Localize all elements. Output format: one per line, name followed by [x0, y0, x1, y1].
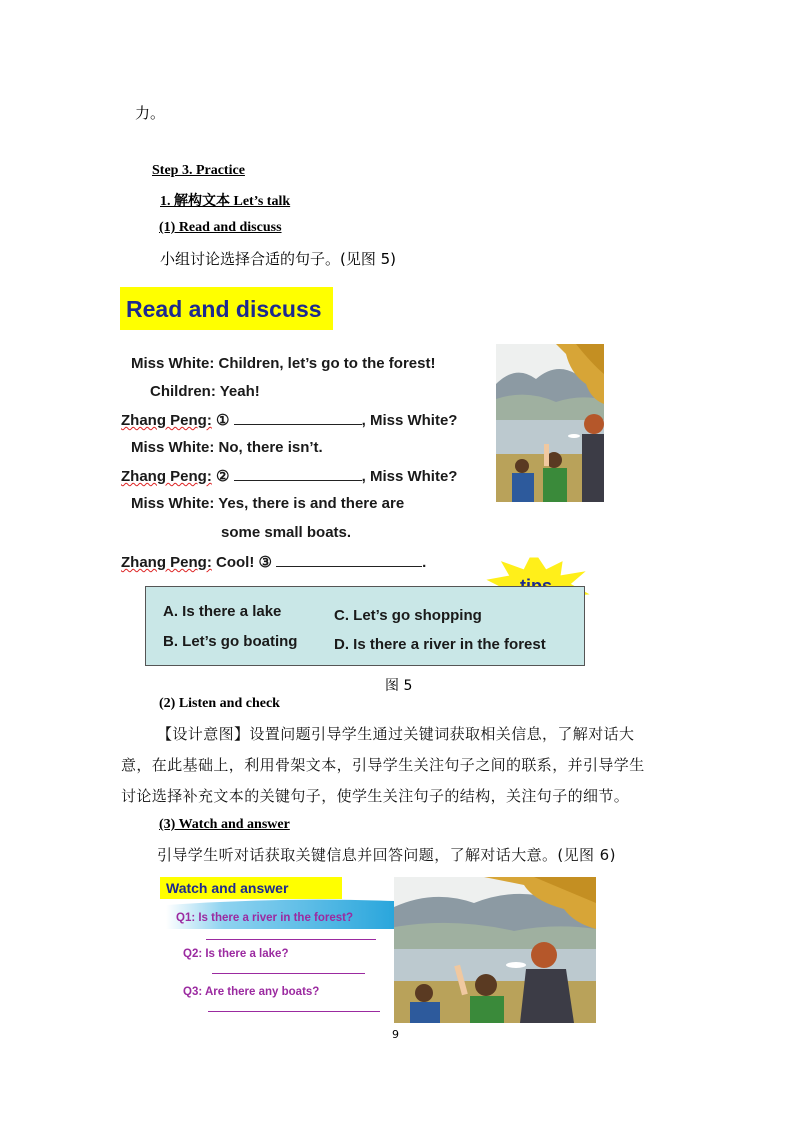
question-2: Q2: Is there a lake? [183, 948, 289, 960]
dialogue-number: Cool! ③ [216, 554, 272, 571]
section1-instruction: 小组讨论选择合适的句子。(见图 5) [160, 250, 397, 268]
dialogue-number: ② [216, 468, 230, 485]
dialogue-speaker: Zhang Peng: [121, 554, 212, 571]
lake-scene-illustration [394, 877, 596, 1023]
sub-heading: 1. 解构文本 Let’s talk [160, 194, 291, 209]
figure6-title: Watch and answer [160, 877, 342, 899]
dialogue-text: , Miss White? [361, 468, 458, 485]
design-intent-line-2: 意，在此基础上，利用骨架文本，引导学生关注句子之间的联系，并引导学生 [121, 756, 645, 774]
dialogue-line [131, 439, 323, 456]
dialogue-speaker: Miss White: [131, 495, 215, 512]
dialogue-speaker: Children: [150, 383, 216, 400]
dialogue-text: Yeah! [219, 383, 260, 400]
option-c: C. Let’s go shopping [334, 607, 482, 624]
section2-heading: (2) Listen and check [159, 696, 280, 711]
dialogue-speaker: Zhang Peng: [121, 468, 212, 485]
dialogue-number: ① [216, 412, 230, 429]
dialogue-line [121, 553, 426, 571]
dialogue-text: No, there isn’t. [218, 439, 323, 456]
dialogue-text: , Miss White? [361, 412, 458, 429]
design-intent-line-3: 讨论选择补充文本的关键句子，使学生关注句子的结构，关注句子的细节。 [121, 787, 630, 805]
dialogue-line [150, 383, 260, 400]
figure5-caption: 图 5 [385, 678, 413, 694]
continuation-text: 力。 [135, 104, 166, 122]
dialogue-text: . [422, 554, 427, 571]
step-heading: Step 3. Practice [152, 163, 245, 178]
answer-blank[interactable] [234, 424, 362, 425]
answer-blank[interactable] [234, 480, 362, 481]
answer-blank[interactable] [276, 566, 422, 567]
option-d: D. Is there a river in the forest [334, 636, 546, 653]
answer-line[interactable] [206, 939, 376, 940]
option-a: A. Is there a lake [163, 603, 282, 620]
options-box [145, 586, 585, 666]
dialogue-line [121, 411, 457, 429]
dialogue-line [221, 524, 351, 541]
dialogue-line [131, 495, 404, 512]
question-3: Q3: Are there any boats? [183, 986, 320, 998]
section1-heading: (1) Read and discuss [159, 220, 282, 235]
dialogue-text: Children, let’s go to the forest! [218, 355, 436, 372]
dialogue-speaker: Zhang Peng: [121, 412, 212, 429]
page-number: 9 [392, 1028, 399, 1041]
design-intent-line-1: 【设计意图】设置问题引导学生通过关键词获取相关信息，了解对话大 [157, 725, 635, 743]
dialogue-text: some small boats. [221, 524, 352, 541]
dialogue-text: Yes, there is and there are [218, 495, 405, 512]
answer-line[interactable] [212, 973, 365, 974]
answer-line[interactable] [208, 1011, 380, 1012]
question-1: Q1: Is there a river in the forest? [176, 912, 354, 924]
dialogue-line [121, 467, 457, 485]
dialogue-speaker: Miss White: [131, 439, 215, 456]
section3-heading: (3) Watch and answer [159, 817, 290, 832]
section3-instruction: 引导学生听对话获取关键信息并回答问题，了解对话大意。(见图 6) [157, 846, 616, 864]
dialogue-line [131, 355, 435, 372]
lake-scene-illustration [496, 344, 604, 502]
dialogue-speaker: Miss White: [131, 355, 215, 372]
figure5-title: Read and discuss [120, 287, 333, 330]
option-b: B. Let’s go boating [163, 633, 298, 650]
